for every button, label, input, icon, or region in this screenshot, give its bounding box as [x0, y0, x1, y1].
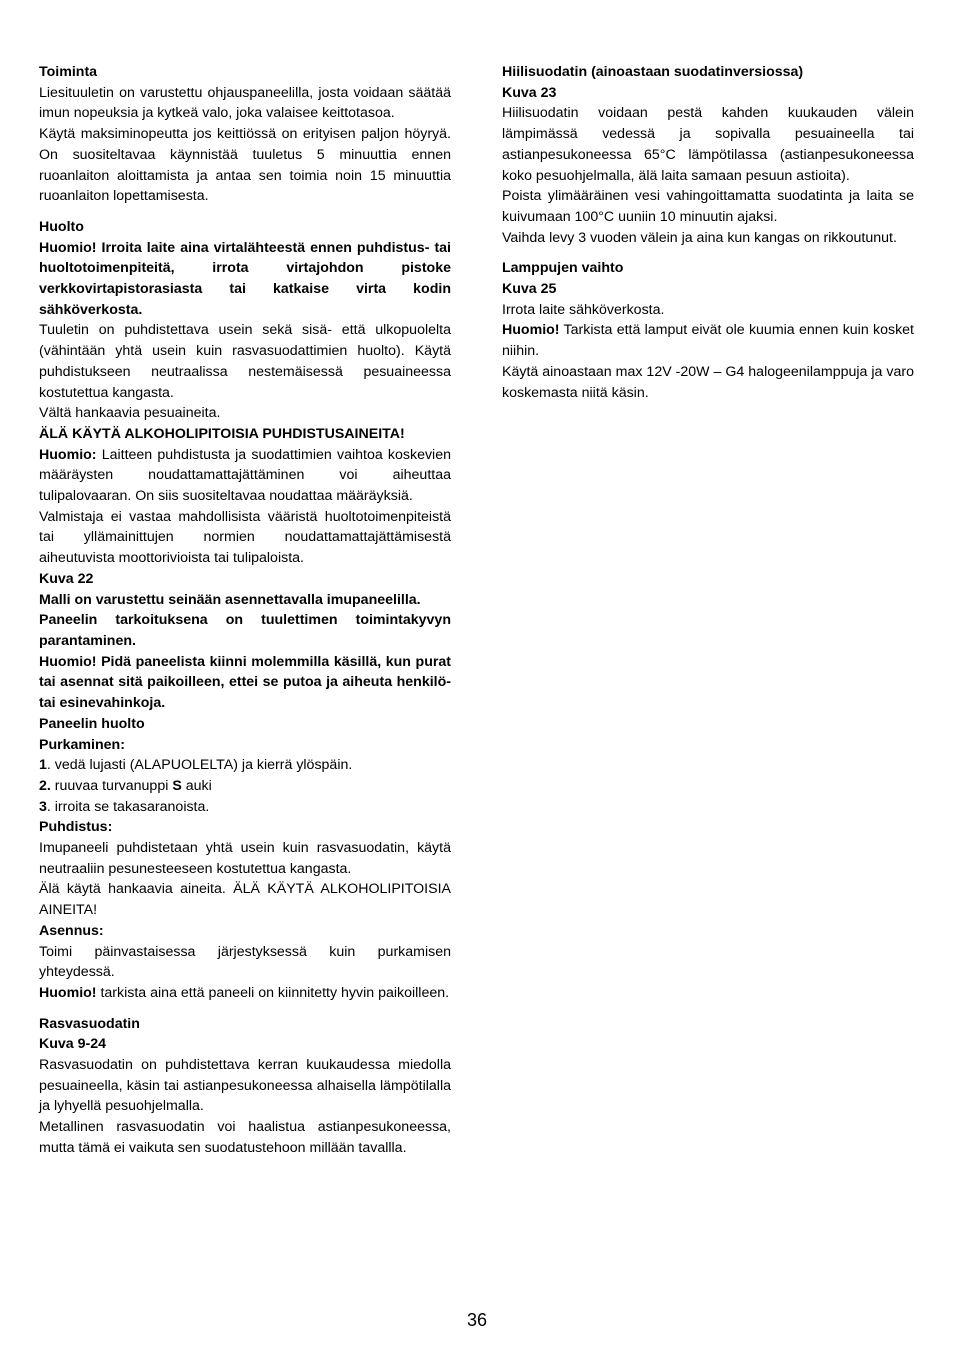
paragraph: Tuuletin on puhdistettava usein sekä sisä- että ulkopuolelta (vähintään yhtä usein kuin rasvasuodattimien huolto). Käytä puhdistukseen neutraalissa nestemäisessä pesuaineessa kostutettua kangasta.	[39, 322, 451, 401]
paragraph: Vältä hankaavia pesuaineita.	[39, 405, 221, 422]
note-label: Huomio!	[39, 984, 97, 1001]
figure-ref: Kuva 25	[502, 281, 557, 298]
step-text: auki	[181, 777, 212, 794]
section-heading-toiminta: Toiminta	[39, 64, 98, 80]
step-3	[39, 797, 451, 818]
step-text: ruuvaa turvanuppi	[50, 777, 173, 794]
warning-text: Huomio! Irroita laite aina virtalähteestä ennen puhdistus- tai huoltotoimenpiteitä, irrota virtajohdon pistoke verkkovirtapistorasiasta tai katkaise virta kodin sähköverkosta.	[39, 239, 451, 318]
section-heading-huolto: Huolto	[39, 218, 84, 235]
right-column	[502, 62, 914, 403]
paragraph: Käytä ainoastaan max 12V -20W – G4 halogeenilamppuja ja varo koskemasta niitä käsin.	[502, 363, 914, 401]
step-1	[39, 755, 451, 776]
note-text: Tarkista että lamput eivät ole kuumia ennen kuin kosket niihin.	[502, 322, 914, 360]
bold-warning: Huomio! Pidä paneelista kiinni molemmilla käsillä, kun purat tai asennat sitä paikoilleen, ettei se putoa ja aiheuta henkilö- tai esinevahinkoja.	[39, 653, 451, 712]
step-number: 2.	[39, 777, 51, 794]
note-text: Laitteen puhdistusta ja suodattimien vaihtoa koskevien määräysten noudattamattajättäminen voi aiheuttaa tulipalovaaran. On siis suositeltavaa noudattaa määräyksiä.	[39, 446, 451, 505]
figure-ref: Kuva 22	[39, 570, 94, 587]
section-heading-lamput: Lamppujen vaihto	[502, 260, 624, 277]
paragraph: Irrota laite sähköverkosta.	[502, 301, 665, 318]
paragraph: Imupaneeli puhdistetaan yhtä usein kuin rasvasuodatin, käytä neutraaliin pesunesteeseen kostutettua kangasta.	[39, 840, 451, 877]
paragraph: Hiilisuodatin voidaan pestä kahden kuukauden välein lämpimässä vedessä ja sopivalla pesuaineella tai astianpesukoneessa 65°C lämpötilassa (astianpesukoneessa koko pesuohjelmalla, älä laita samaan pesuun astioita).	[502, 105, 914, 184]
bold-paragraph: Paneelin tarkoituksena on tuulettimen toimintakyvyn parantaminen.	[39, 612, 451, 649]
paragraph: Valmistaja ei vastaa mahdollisista vääristä huoltotoimenpiteistä tai yllämainittujen normien noudattamattajättämisestä aiheutuvista moottorivioista tai tulipaloista.	[39, 508, 451, 567]
paragraph: Toimi päinvastaisessa järjestyksessä kuin purkamisen yhteydessä.	[39, 943, 451, 981]
paragraph: Metallinen rasvasuodatin voi haalistua astianpesukoneessa, mutta tämä ei vaikuta sen suodatustehoon millään tavallla.	[39, 1119, 451, 1156]
paragraph: Poista ylimääräinen vesi vahingoittamatta suodatinta ja laita se kuivumaan 100°C uuniin 10 minuutin ajaksi.	[502, 188, 914, 225]
subheading-purkaminen: Purkaminen:	[39, 736, 125, 753]
note-paragraph	[502, 320, 914, 361]
note-paragraph	[39, 445, 451, 507]
step-number: 3	[39, 798, 47, 815]
step-text: . vedä lujasti (ALAPUOLELTA) ja kierrä ylöspäin.	[46, 757, 353, 774]
section-heading-rasvasuodatin: Rasvasuodatin	[39, 1015, 140, 1032]
paragraph: Rasvasuodatin on puhdistettava kerran kuukaudessa miedolla pesuaineella, käsin tai astianpesukoneessa alhaisella lämpötilalla ja lyhyellä pesuohjelmalla.	[39, 1057, 451, 1115]
paragraph: Älä käytä hankaavia aineita. ÄLÄ KÄYTÄ ALKOHOLIPITOISIA AINEITA!	[39, 881, 451, 919]
left-column	[39, 62, 451, 1159]
paragraph: Vaihda levy 3 vuoden välein ja aina kun kangas on rikkoutunut.	[502, 229, 897, 246]
subheading-panel: Paneelin huolto	[39, 715, 145, 732]
subheading-asennus: Asennus:	[39, 922, 104, 939]
note-paragraph	[39, 983, 451, 1004]
subheading-puhdistus: Puhdistus:	[39, 819, 113, 836]
alcohol-warning: ÄLÄ KÄYTÄ ALKOHOLIPITOISIA PUHDISTUSAINEITA!	[39, 425, 405, 442]
step-2	[39, 776, 451, 797]
step-text: . irroita se takasaranoista.	[46, 798, 210, 815]
figure-ref: Kuva 23	[502, 84, 557, 101]
paragraph: Käytä maksiminopeutta jos keittiössä on erityisen paljon höyryä. On suositeltavaa käynnistää tuuletus 5 minuuttia ennen ruoanlaiton aloittamista ja antaa sen toimia noin 15 minuuttia ruoanlaiton lopettamisesta.	[39, 126, 451, 205]
bold-paragraph: Malli on varustettu seinään asennettavalla imupaneelilla.	[39, 591, 421, 608]
note-label: Huomio!	[502, 322, 560, 339]
section-heading-hiilisuodatin: Hiilisuodatin (ainoastaan suodatinversiossa)	[502, 64, 804, 80]
page-number: 36	[466, 1310, 488, 1330]
step-bold-letter: S	[172, 777, 182, 794]
step-number: 1	[39, 757, 47, 774]
note-text: tarkista aina että paneeli on kiinnitetty hyvin paikoilleen.	[96, 984, 450, 1001]
figure-ref: Kuva 9-24	[39, 1036, 107, 1053]
note-label: Huomio:	[39, 446, 97, 463]
paragraph: Liesituuletin on varustettu ohjauspaneelilla, josta voidaan säätää imun nopeuksia ja kytkeä valo, joka valaisee keittotasoa.	[39, 84, 451, 122]
